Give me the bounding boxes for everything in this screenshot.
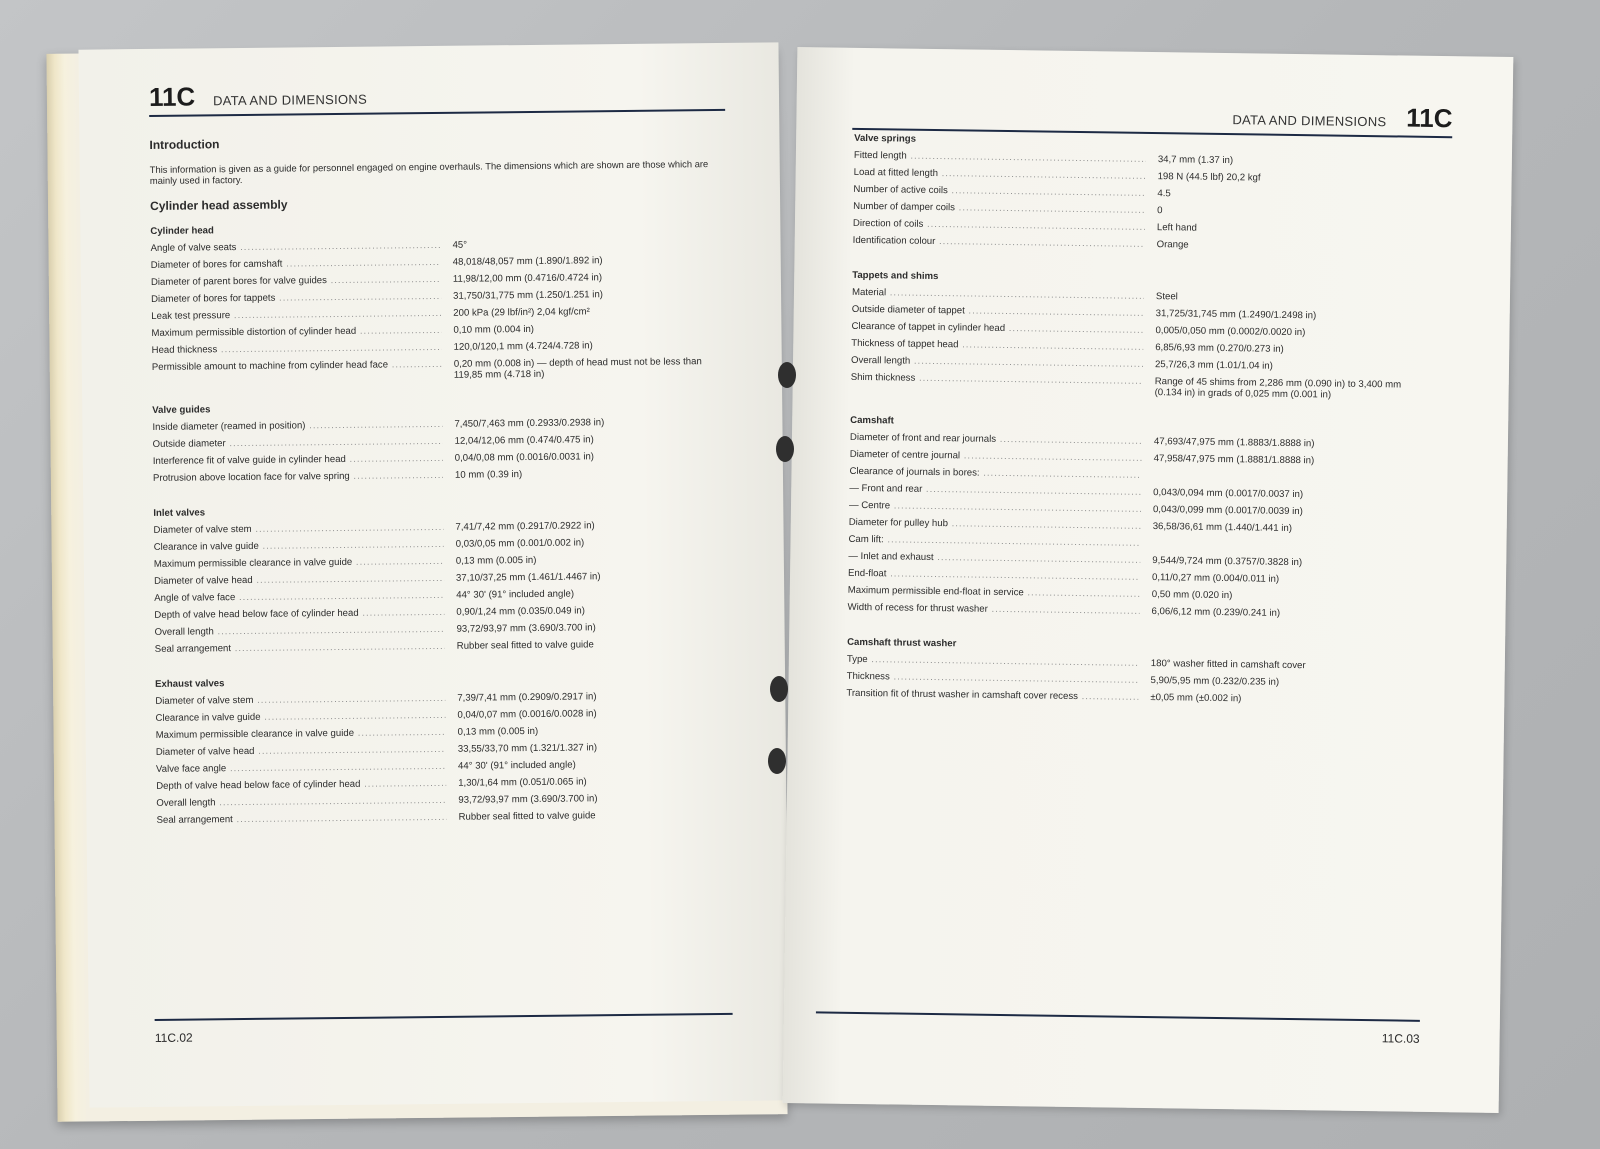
spec-label: Diameter of valve head ..... — [154, 570, 444, 590]
spec-value: 31,750/31,775 mm (1.250/1.251 in) — [453, 289, 604, 302]
right-spec-groups — [846, 130, 1452, 710]
section-title: DATA AND DIMENSIONS — [1232, 112, 1387, 130]
spec-value: 0,04/0,07 mm (0.0016/0.0028 in) — [457, 708, 597, 721]
spec-value: 120,0/120,1 mm (4.724/4.728 in) — [453, 340, 593, 353]
spec-label: Permissible amount to machine from cylinder head face ..... — [152, 356, 442, 376]
spec-label: Diameter of valve head ..... — [156, 741, 446, 761]
spec-group-title: Camshaft thrust washer — [847, 636, 957, 650]
binder-hole — [776, 436, 794, 462]
spec-group — [846, 634, 1445, 710]
spec-value: Rubber seal fitted to valve guide — [458, 810, 596, 823]
spec-value: 6,06/6,12 mm (0.239/0.241 in) — [1151, 606, 1281, 619]
spec-label: Leak test pressure ..... — [151, 305, 441, 325]
spec-label: Interference fit of valve guide in cylinder head ..... — [153, 450, 443, 470]
spec-label: Outside diameter of tappet ..... — [852, 301, 1144, 322]
spec-label: Clearance of journals in bores: ..... — [849, 463, 1141, 484]
spec-label: Diameter of front and rear journals ..... — [850, 429, 1142, 450]
spec-label: Valve face angle ..... — [156, 758, 446, 778]
spec-value: 0,20 mm (0.008 in) — depth of head must not be less than 119,85 mm (4.718 in) — [453, 356, 702, 381]
spec-label: Head thickness ..... — [152, 339, 442, 359]
spec-value: 48,018/48,057 mm (1.890/1.892 in) — [452, 255, 603, 268]
page-number: 11C.02 — [154, 1030, 193, 1045]
spec-value: Left hand — [1156, 222, 1198, 234]
spec-value: 7,450/7,463 mm (0.2933/0.2938 in) — [454, 417, 605, 430]
spec-label: Diameter of centre journal ..... — [850, 446, 1142, 467]
spec-label: Clearance in valve guide ..... — [154, 536, 444, 556]
spec-value: 7,39/7,41 mm (0.2909/0.2917 in) — [457, 691, 597, 704]
spec-value: 0 — [1157, 205, 1163, 217]
spec-value: 47,693/47,975 mm (1.8883/1.8888 in) — [1153, 436, 1315, 450]
spec-value: 0,13 mm (0.005 in) — [457, 725, 539, 738]
spec-value: Range of 45 shims from 2,286 mm (0.090 in) to 3,400 mm (0.134 in) in grads of 0,025 mm (0.001 in) — [1154, 376, 1402, 401]
spec-label: Shim thickness ..... — [851, 369, 1143, 390]
spec-label: Maximum permissible distortion of cylinder head ..... — [151, 322, 441, 342]
spec-label: Cam lift: ..... — [848, 531, 1140, 552]
spec-label: Clearance in valve guide ..... — [155, 707, 445, 727]
spec-label: — Inlet and exhaust ..... — [848, 548, 1140, 569]
spec-label: Diameter of parent bores for valve guides ..... — [151, 271, 441, 291]
spec-label: Diameter of bores for tappets ..... — [151, 288, 441, 308]
spec-label: Overall length ..... — [851, 352, 1143, 373]
spec-group-title: Tappets and shims — [852, 269, 939, 283]
spec-value: 0,03/0,05 mm (0.001/0.002 in) — [455, 537, 585, 550]
spec-label: Depth of valve head below face of cylinder head ..... — [156, 775, 446, 795]
spec-value: 0,11/0,27 mm (0.004/0.011 in) — [1151, 572, 1280, 585]
spec-value: Steel — [1155, 291, 1178, 303]
left-page — [78, 42, 789, 1107]
spec-label: Diameter of valve stem ..... — [155, 690, 445, 710]
spec-value: 12,04/12,06 mm (0.474/0.475 in) — [454, 434, 594, 447]
spec-value: 0,50 mm (0.020 in) — [1151, 589, 1233, 602]
assembly-title: Cylinder head assembly — [150, 197, 288, 213]
spec-label: Identification colour ..... — [853, 232, 1145, 253]
intro-text: This information is given as a guide for personnel engaged on engine overhauls. The dimensions which are shown are those which are mainly used in factory. — [149, 158, 709, 186]
spec-label: Clearance of tappet in cylinder head ..... — [851, 318, 1143, 339]
spec-value: 9,544/9,724 mm (0.3757/0.3828 in) — [1152, 555, 1303, 569]
spec-value: 7,41/7,42 mm (0.2917/0.2922 in) — [455, 520, 595, 533]
spec-label: Maximum permissible end-float in service ..... — [848, 582, 1140, 603]
spec-value: 180° washer fitted in camshaft cover — [1150, 658, 1306, 672]
spec-label: Maximum permissible clearance in valve guide ..... — [156, 724, 446, 744]
spec-label: Protrusion above location face for valve spring ..... — [153, 467, 443, 487]
spec-label: Overall length ..... — [154, 621, 444, 641]
left-page-content — [149, 131, 732, 847]
spec-value: 6,85/6,93 mm (0.270/0.273 in) — [1155, 342, 1284, 355]
spec-label: Load at fitted length ..... — [854, 164, 1146, 185]
right-page — [783, 47, 1514, 1113]
spec-value: 47,958/47,975 mm (1.8881/1.8888 in) — [1153, 453, 1315, 467]
spec-label: — Front and rear ..... — [849, 480, 1141, 501]
spec-group — [847, 412, 1448, 624]
spec-label: Seal arrangement ..... — [155, 638, 445, 658]
spec-label: Inside diameter (reamed in position) ..... — [152, 416, 442, 436]
spec-label: Depth of valve head below face of cylinder head ..... — [154, 604, 444, 624]
spec-value: 0,13 mm (0.005 in) — [455, 554, 537, 567]
spec-label: Outside diameter ..... — [153, 433, 443, 453]
binder-hole — [770, 676, 788, 702]
spec-group — [150, 217, 728, 384]
spec-value: 0,04/0,08 mm (0.0016/0.0031 in) — [454, 451, 595, 464]
spec-value: 0,043/0,099 mm (0.0017/0.0039 in) — [1152, 504, 1303, 518]
spec-value: 45° — [452, 239, 468, 251]
spec-label: Thickness ..... — [847, 668, 1139, 689]
spec-label: Angle of valve seats ..... — [150, 237, 440, 257]
spec-label: Overall length ..... — [156, 792, 446, 812]
spec-label: Direction of coils ..... — [853, 215, 1145, 236]
left-page-header — [149, 73, 725, 117]
binder-hole — [768, 748, 786, 774]
spec-group — [155, 670, 733, 829]
spec-value: ±0,05 mm (±0.002 in) — [1150, 692, 1242, 705]
spec-label: End-float ..... — [848, 565, 1140, 586]
spec-value: Rubber seal fitted to valve guide — [456, 639, 594, 652]
spec-label: Type ..... — [847, 651, 1139, 672]
spec-value: 198 N (44.5 lbf) 20,2 kgf — [1157, 171, 1261, 184]
spec-value: 44° 30' (91° included angle) — [457, 759, 576, 772]
spec-value: 200 kPa (29 lbf/in²) 2,04 kgf/cm² — [453, 306, 590, 319]
spec-value: 4.5 — [1157, 188, 1171, 200]
spec-group — [153, 499, 731, 658]
spec-value: 33,55/33,70 mm (1.321/1.327 in) — [457, 742, 598, 755]
spec-label: Number of active coils ..... — [853, 181, 1145, 202]
spec-value: 0,043/0,094 mm (0.0017/0.0037 in) — [1153, 487, 1304, 501]
spec-value: 1,30/1,64 mm (0.051/0.065 in) — [458, 776, 587, 789]
spec-row — [152, 353, 728, 384]
spec-value: 34,7 mm (1.37 in) — [1157, 154, 1234, 167]
spec-value: 11,98/12,00 mm (0.4716/0.4724 in) — [452, 272, 603, 285]
spec-label: Diameter of bores for camshaft ..... — [151, 254, 441, 274]
left-page-footer — [154, 1013, 733, 1045]
intro-title: Introduction — [149, 137, 220, 152]
spec-value: 93,72/93,97 mm (3.690/3.700 in) — [456, 622, 596, 635]
spec-value: 25,7/26,3 mm (1.01/1.04 in) — [1154, 359, 1273, 372]
spec-value: 0,005/0,050 mm (0.0002/0.0020 in) — [1155, 325, 1306, 339]
spec-label: Material ..... — [852, 284, 1144, 305]
section-title: DATA AND DIMENSIONS — [212, 91, 368, 109]
spec-value: 31,725/31,745 mm (1.2490/1.2498 in) — [1155, 308, 1317, 322]
spec-label: Thickness of tappet head ..... — [851, 335, 1143, 356]
spec-label: Number of damper coils ..... — [853, 198, 1145, 219]
spec-value: Orange — [1156, 239, 1189, 251]
spec-value: 44° 30' (91° included angle) — [456, 588, 575, 601]
spec-group-title: Cylinder head — [150, 225, 214, 237]
spec-label: Fitted length ..... — [854, 147, 1146, 168]
spec-label: Transition fit of thrust washer in camshaft cover recess ..... — [846, 685, 1138, 706]
spec-group-title: Valve springs — [854, 132, 917, 145]
spec-group — [851, 267, 1451, 402]
section-number: 11C — [1406, 102, 1453, 134]
spec-value: 93,72/93,97 mm (3.690/3.700 in) — [458, 793, 598, 806]
spec-label: Width of recess for thrust washer ..... — [847, 599, 1139, 620]
binder-hole — [778, 362, 796, 388]
spec-label: Maximum permissible clearance in valve guide ..... — [154, 553, 444, 573]
spec-group-title: Exhaust valves — [155, 678, 225, 690]
page-number: 11C.03 — [1381, 1031, 1420, 1046]
section-number: 11C — [148, 81, 196, 112]
spec-value: 37,10/37,25 mm (1.461/1.4467 in) — [455, 571, 601, 584]
spec-group — [152, 396, 729, 487]
spec-group-title: Valve guides — [152, 404, 211, 416]
spec-label: Diameter for pulley hub ..... — [849, 514, 1141, 535]
spec-value: 0,90/1,24 mm (0.035/0.049 in) — [456, 605, 585, 618]
spec-group — [853, 130, 1453, 257]
spec-group-title: Inlet valves — [153, 507, 206, 519]
right-page-content — [846, 122, 1452, 728]
spec-value: 36,58/36,61 mm (1.440/1.441 in) — [1152, 521, 1293, 535]
spec-value: 0,10 mm (0.004 in) — [453, 323, 535, 336]
spec-group-title: Camshaft — [850, 414, 894, 427]
spec-label: — Centre ..... — [849, 497, 1141, 518]
spec-value: 5,90/5,95 mm (0.232/0.235 in) — [1150, 675, 1280, 688]
left-spec-groups — [150, 217, 732, 829]
spec-label: Angle of valve face ..... — [154, 587, 444, 607]
right-page-footer — [816, 1011, 1420, 1046]
spec-label: Diameter of valve stem ..... — [153, 519, 443, 539]
spec-label: Seal arrangement ..... — [156, 809, 446, 829]
spec-value: 10 mm (0.39 in) — [454, 469, 523, 481]
